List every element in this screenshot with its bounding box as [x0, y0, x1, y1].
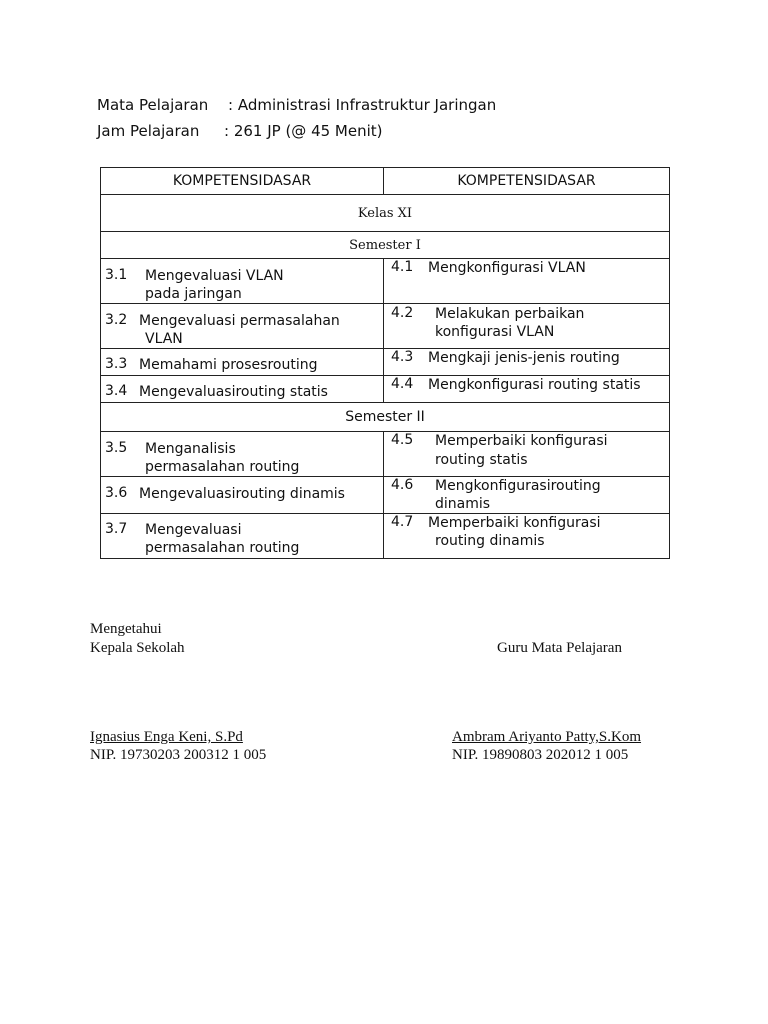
subject-value: : Administrasi Infrastruktur Jaringan [228, 96, 497, 114]
right-cell [384, 477, 670, 514]
right-text: Melakukan perbaikan [435, 306, 585, 322]
left-number: 3.4 [105, 383, 128, 399]
right-cell [384, 304, 670, 349]
right-signatory-name: Ambram Ariyanto Patty,S.Kom [452, 729, 642, 745]
table-row [101, 304, 670, 349]
right-number: 4.1 [391, 259, 414, 275]
right-role: Guru Mata Pelajaran [497, 640, 622, 656]
class-label: Kelas XI [101, 195, 670, 232]
left-text: permasalahan routing [145, 459, 300, 475]
left-text: Menganalisis [145, 441, 236, 457]
left-text: Memahami prosesrouting [139, 357, 318, 373]
left-cell [101, 259, 384, 304]
left-role: Kepala Sekolah [90, 640, 185, 656]
left-number: 3.7 [105, 521, 128, 537]
hours-value: : 261 JP (@ 45 Menit) [224, 122, 383, 140]
left-number: 3.6 [105, 485, 128, 501]
right-text: Mengkaji jenis-jenis routing [428, 350, 620, 366]
right-signatory-nip: NIP. 19890803 202012 1 005 [452, 747, 629, 763]
col2-header: KOMPETENSIDASAR [384, 168, 670, 195]
left-number: 3.5 [105, 440, 128, 456]
left-number: 3.2 [105, 312, 128, 328]
right-number: 4.3 [391, 349, 414, 365]
table-row [101, 349, 670, 376]
left-cell [101, 376, 384, 403]
right-cell [384, 514, 670, 559]
hours-label: Jam Pelajaran [97, 122, 200, 140]
semester1-row [101, 232, 670, 259]
right-text: konfigurasi VLAN [435, 324, 555, 340]
left-cell [101, 432, 384, 477]
semester1-label: Semester I [101, 232, 670, 259]
table-row [101, 259, 670, 304]
left-signatory-nip: NIP. 19730203 200312 1 005 [90, 747, 267, 763]
right-text: Mengkonfigurasirouting [435, 478, 601, 494]
table-row [101, 376, 670, 403]
right-text: Mengkonfigurasi routing statis [428, 377, 641, 393]
semester2-row [101, 403, 670, 432]
left-cell [101, 304, 384, 349]
left-text: Mengevaluasirouting statis [139, 384, 328, 400]
right-text: dinamis [435, 496, 491, 512]
table-header-row [101, 168, 670, 195]
left-text: Mengevaluasi [145, 522, 242, 538]
left-text: permasalahan routing [145, 540, 300, 556]
class-row [101, 195, 670, 232]
table-row [101, 432, 670, 477]
left-text: Mengevaluasi VLAN [145, 268, 284, 284]
right-number: 4.5 [391, 432, 414, 448]
right-cell [384, 259, 670, 304]
left-text: Mengevaluasi permasalahan [139, 313, 340, 329]
competency-table [100, 167, 670, 559]
left-signatory-name: Ignasius Enga Keni, S.Pd [90, 729, 243, 745]
right-text: Memperbaiki konfigurasi [435, 433, 608, 449]
semester2-label: Semester II [101, 403, 670, 432]
right-text: Memperbaiki konfigurasi [428, 515, 601, 531]
left-number: 3.1 [105, 267, 128, 283]
right-number: 4.2 [391, 305, 414, 321]
left-cell [101, 349, 384, 376]
right-cell [384, 432, 670, 477]
right-text: routing statis [435, 452, 528, 468]
right-cell [384, 349, 670, 376]
left-acknowledge: Mengetahui [90, 621, 162, 637]
table-row [101, 514, 670, 559]
col1-header: KOMPETENSIDASAR [101, 168, 384, 195]
left-text: VLAN [145, 331, 183, 347]
left-text: pada jaringan [145, 286, 242, 302]
left-text: Mengevaluasirouting dinamis [139, 486, 345, 502]
left-number: 3.3 [105, 356, 128, 372]
right-number: 4.7 [391, 514, 414, 530]
right-text: Mengkonfigurasi VLAN [428, 260, 586, 276]
subject-label: Mata Pelajaran [97, 96, 209, 114]
left-cell [101, 514, 384, 559]
right-number: 4.6 [391, 477, 414, 493]
table-row [101, 477, 670, 514]
right-number: 4.4 [391, 376, 414, 392]
right-text: routing dinamis [435, 533, 545, 549]
left-cell [101, 477, 384, 514]
right-cell [384, 376, 670, 403]
